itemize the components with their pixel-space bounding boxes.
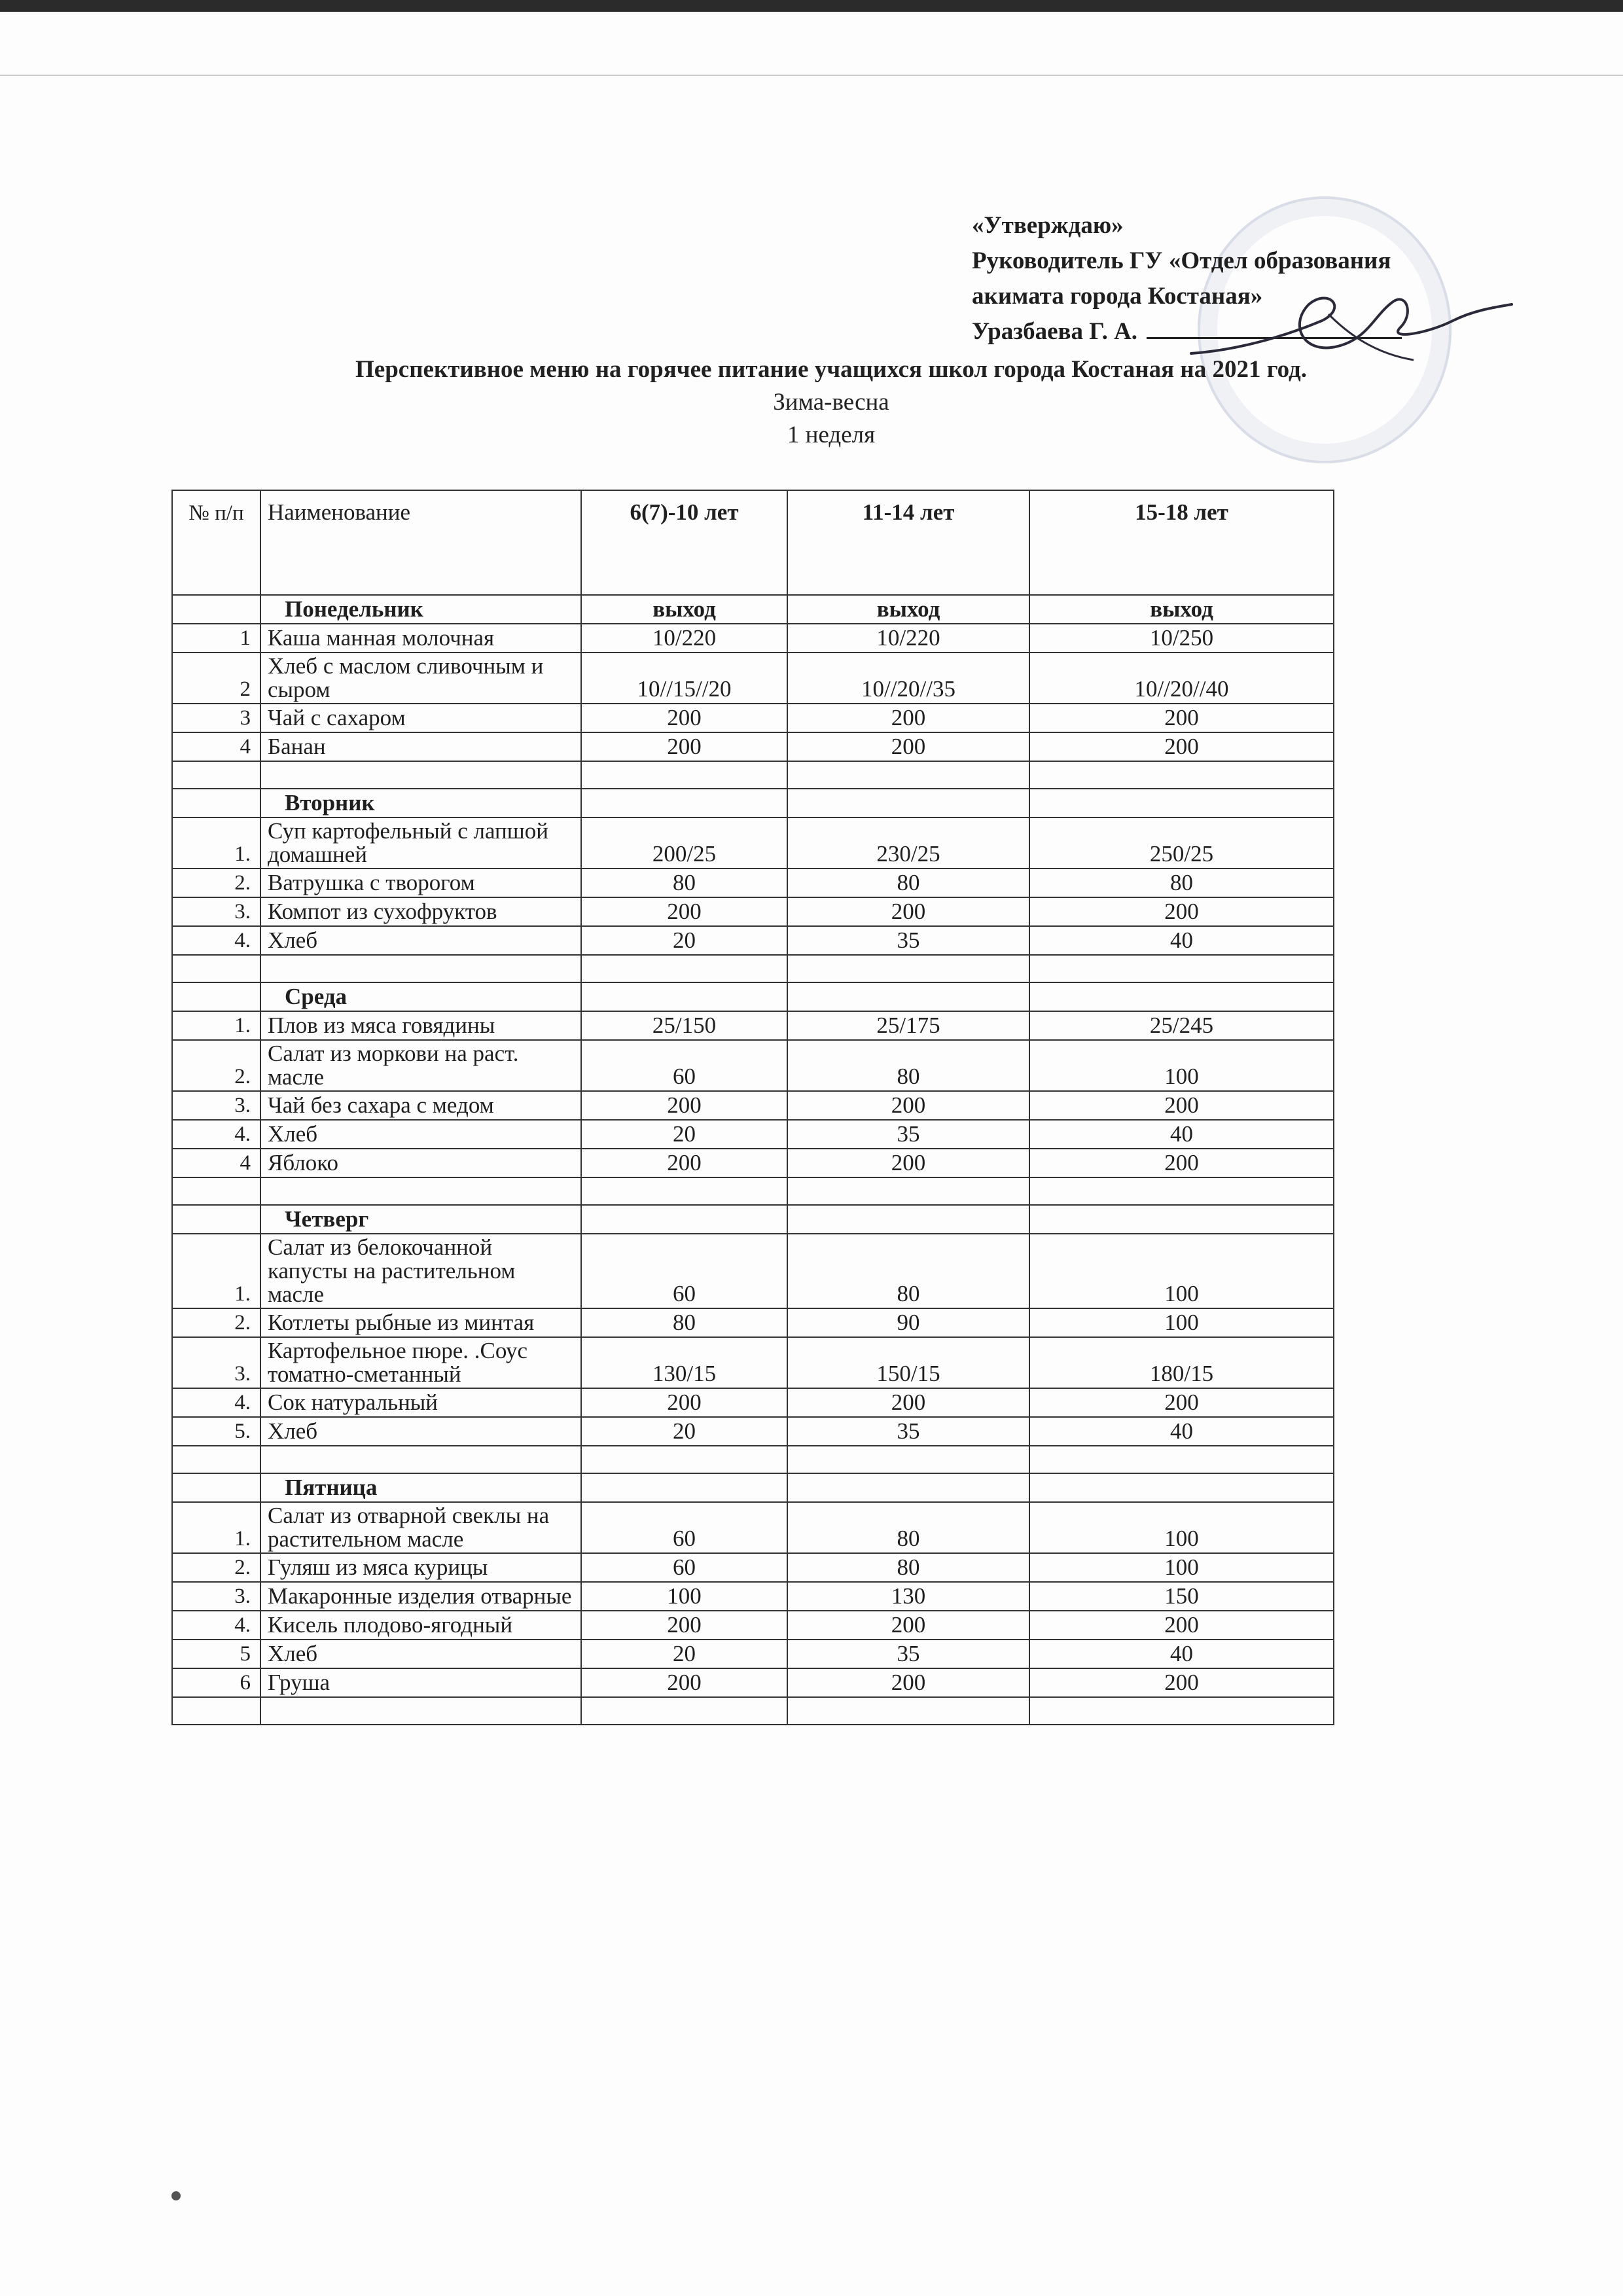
- portion-age-11-14: 35: [787, 926, 1029, 955]
- portion-age-6-10: 10//15//20: [581, 653, 787, 704]
- row-number: 2.: [172, 1040, 260, 1091]
- portion-age-6-10: 10/220: [581, 624, 787, 653]
- portion-age-6-10: 60: [581, 1553, 787, 1582]
- portion-age-11-14: 200: [787, 1091, 1029, 1120]
- dish-name: Картофельное пюре. .Соус томатно-сметанный: [260, 1337, 581, 1388]
- portion-age-11-14: 150/15: [787, 1337, 1029, 1388]
- portion-age-6-10: 20: [581, 1640, 787, 1668]
- portion-age-15-18: 40: [1029, 1120, 1334, 1149]
- empty-cell: [260, 761, 581, 789]
- portion-age-11-14: 200: [787, 1149, 1029, 1177]
- portion-age-11-14: 80: [787, 1502, 1029, 1553]
- row-number: 3.: [172, 1337, 260, 1388]
- dish-name: Салат из моркови на раст. масле: [260, 1040, 581, 1091]
- portion-age-6-10: 80: [581, 869, 787, 897]
- portion-age-6-10: 200: [581, 1091, 787, 1120]
- header-age-15-18: 15-18 лет: [1029, 490, 1334, 595]
- table-row: [172, 653, 1334, 704]
- day-name: Вторник: [260, 789, 581, 817]
- portion-age-11-14: 230/25: [787, 817, 1029, 869]
- dish-name: Гуляш из мяса курицы: [260, 1553, 581, 1582]
- table-row: [172, 1308, 1334, 1337]
- empty-cell: [1029, 761, 1334, 789]
- portion-age-15-18: 100: [1029, 1553, 1334, 1582]
- row-number: 2.: [172, 1308, 260, 1337]
- dish-name: Хлеб: [260, 1640, 581, 1668]
- dish-name: Ватрушка с творогом: [260, 869, 581, 897]
- row-number: 3.: [172, 897, 260, 926]
- row-number: 1.: [172, 1234, 260, 1308]
- empty-cell: [172, 1697, 260, 1725]
- empty-cell: [1029, 789, 1334, 817]
- portion-age-6-10: 200: [581, 1149, 787, 1177]
- row-number: 4.: [172, 926, 260, 955]
- portion-age-15-18: 200: [1029, 704, 1334, 732]
- portion-age-15-18: 100: [1029, 1502, 1334, 1553]
- table-row: [172, 1234, 1334, 1308]
- row-number: 5.: [172, 1417, 260, 1446]
- row-number: 1.: [172, 1011, 260, 1040]
- empty-cell: [581, 1697, 787, 1725]
- portion-age-6-10: 200: [581, 897, 787, 926]
- portion-age-11-14: 200: [787, 1388, 1029, 1417]
- dish-name: Чай с сахаром: [260, 704, 581, 732]
- dish-name: Банан: [260, 732, 581, 761]
- empty-cell: [787, 982, 1029, 1011]
- scan-line: [0, 75, 1623, 76]
- portion-age-15-18: 150: [1029, 1582, 1334, 1611]
- empty-cell: [581, 1446, 787, 1473]
- table-row: [172, 1040, 1334, 1091]
- portion-age-11-14: 80: [787, 1040, 1029, 1091]
- dish-name: Плов из мяса говядины: [260, 1011, 581, 1040]
- portion-age-6-10: 200: [581, 704, 787, 732]
- day-header-row: [172, 1205, 1334, 1234]
- empty-cell: [1029, 1473, 1334, 1502]
- empty-cell: [1029, 982, 1334, 1011]
- day-num-cell: [172, 982, 260, 1011]
- dish-name: Сок натуральный: [260, 1388, 581, 1417]
- portion-age-6-10: 80: [581, 1308, 787, 1337]
- portion-age-11-14: 10//20//35: [787, 653, 1029, 704]
- portion-age-15-18: 200: [1029, 897, 1334, 926]
- portion-age-15-18: 250/25: [1029, 817, 1334, 869]
- empty-cell: [581, 1205, 787, 1234]
- empty-cell: [172, 955, 260, 982]
- row-number: 2: [172, 653, 260, 704]
- portion-age-11-14: 10/220: [787, 624, 1029, 653]
- row-number: 4.: [172, 1388, 260, 1417]
- empty-cell: [581, 982, 787, 1011]
- row-number: 4: [172, 1149, 260, 1177]
- table-row: [172, 897, 1334, 926]
- day-header-row: [172, 789, 1334, 817]
- portion-age-15-18: 200: [1029, 1668, 1334, 1697]
- portion-age-15-18: 180/15: [1029, 1337, 1334, 1388]
- table-row: [172, 1120, 1334, 1149]
- portion-age-11-14: 200: [787, 704, 1029, 732]
- portion-age-6-10: 20: [581, 1417, 787, 1446]
- portion-age-11-14: 80: [787, 1553, 1029, 1582]
- dish-name: Макаронные изделия отварные: [260, 1582, 581, 1611]
- portion-age-15-18: 10/250: [1029, 624, 1334, 653]
- approval-line-3: акимата города Костаная»: [972, 283, 1263, 310]
- portion-age-11-14: 35: [787, 1417, 1029, 1446]
- table-row: [172, 1337, 1334, 1388]
- portion-age-15-18: 200: [1029, 1388, 1334, 1417]
- empty-cell: [787, 955, 1029, 982]
- table-row: [172, 1668, 1334, 1697]
- portion-age-11-14: 25/175: [787, 1011, 1029, 1040]
- day-name: Среда: [260, 982, 581, 1011]
- header-num: № п/п: [172, 490, 260, 595]
- table-row: [172, 732, 1334, 761]
- portion-age-15-18: 25/245: [1029, 1011, 1334, 1040]
- day-name: Понедельник: [260, 595, 581, 624]
- portion-age-15-18: 40: [1029, 1640, 1334, 1668]
- row-number: 2.: [172, 1553, 260, 1582]
- spacer-row: [172, 1177, 1334, 1205]
- spacer-row: [172, 955, 1334, 982]
- portion-age-6-10: 200/25: [581, 817, 787, 869]
- portion-age-6-10: 200: [581, 1611, 787, 1640]
- day-header-row: [172, 982, 1334, 1011]
- dish-name: Хлеб с маслом сливочным и сыром: [260, 653, 581, 704]
- portion-age-6-10: 60: [581, 1502, 787, 1553]
- spacer-row: [172, 1697, 1334, 1725]
- portion-age-6-10: 200: [581, 1388, 787, 1417]
- dish-name: Груша: [260, 1668, 581, 1697]
- day-num-cell: [172, 1205, 260, 1234]
- portion-age-6-10: 20: [581, 1120, 787, 1149]
- table-row: [172, 704, 1334, 732]
- portion-age-11-14: 200: [787, 897, 1029, 926]
- portion-age-6-10: 200: [581, 1668, 787, 1697]
- dish-name: Котлеты рыбные из минтая: [260, 1308, 581, 1337]
- row-number: 4.: [172, 1611, 260, 1640]
- row-number: 2.: [172, 869, 260, 897]
- approver-name: Уразбаева Г. А.: [972, 318, 1138, 345]
- spacer-row: [172, 761, 1334, 789]
- portion-age-11-14: 200: [787, 1668, 1029, 1697]
- table-row: [172, 1582, 1334, 1611]
- portion-age-15-18: 200: [1029, 1091, 1334, 1120]
- row-number: 1.: [172, 817, 260, 869]
- row-number: 1: [172, 624, 260, 653]
- portion-age-15-18: 200: [1029, 1611, 1334, 1640]
- empty-cell: [1029, 1697, 1334, 1725]
- day-num-cell: [172, 595, 260, 624]
- table-row: [172, 1611, 1334, 1640]
- empty-cell: [787, 789, 1029, 817]
- portion-age-15-18: 200: [1029, 1149, 1334, 1177]
- row-number: 3.: [172, 1582, 260, 1611]
- empty-cell: [172, 1177, 260, 1205]
- dish-name: Салат из белокочанной капусты на растительном масле: [260, 1234, 581, 1308]
- portion-age-6-10: 100: [581, 1582, 787, 1611]
- portion-age-6-10: 60: [581, 1040, 787, 1091]
- portion-age-6-10: 200: [581, 732, 787, 761]
- empty-cell: [172, 761, 260, 789]
- row-number: 1.: [172, 1502, 260, 1553]
- empty-cell: [581, 789, 787, 817]
- empty-cell: [260, 1446, 581, 1473]
- dish-name: Компот из сухофруктов: [260, 897, 581, 926]
- scan-speck: [171, 2191, 181, 2200]
- empty-cell: [787, 1177, 1029, 1205]
- portion-age-15-18: 40: [1029, 926, 1334, 955]
- row-number: 3.: [172, 1091, 260, 1120]
- portion-age-11-14: 200: [787, 1611, 1029, 1640]
- portion-age-15-18: 10//20//40: [1029, 653, 1334, 704]
- empty-cell: [787, 761, 1029, 789]
- season-label: Зима-весна: [773, 389, 889, 416]
- empty-cell: [787, 1697, 1029, 1725]
- row-number: 5: [172, 1640, 260, 1668]
- dish-name: Хлеб: [260, 1120, 581, 1149]
- table-row: [172, 1553, 1334, 1582]
- dish-name: Каша манная молочная: [260, 624, 581, 653]
- portion-age-6-10: 25/150: [581, 1011, 787, 1040]
- output-label: выход: [581, 595, 787, 624]
- scan-edge: [0, 0, 1623, 12]
- empty-cell: [1029, 1177, 1334, 1205]
- row-number: 6: [172, 1668, 260, 1697]
- empty-cell: [1029, 955, 1334, 982]
- empty-cell: [260, 1697, 581, 1725]
- portion-age-6-10: 20: [581, 926, 787, 955]
- portion-age-15-18: 40: [1029, 1417, 1334, 1446]
- portion-age-11-14: 80: [787, 869, 1029, 897]
- menu-table: [171, 490, 1334, 1725]
- portion-age-15-18: 100: [1029, 1040, 1334, 1091]
- empty-cell: [581, 955, 787, 982]
- dish-name: Салат из отварной свеклы на растительном масле: [260, 1502, 581, 1553]
- portion-age-11-14: 130: [787, 1582, 1029, 1611]
- portion-age-11-14: 80: [787, 1234, 1029, 1308]
- dish-name: Хлеб: [260, 926, 581, 955]
- output-label: выход: [787, 595, 1029, 624]
- day-header-row: [172, 595, 1334, 624]
- document-title-block: [183, 353, 1479, 452]
- header-age-6-10: 6(7)-10 лет: [581, 490, 787, 595]
- dish-name: Кисель плодово-ягодный: [260, 1611, 581, 1640]
- empty-cell: [581, 761, 787, 789]
- table-row: [172, 1149, 1334, 1177]
- spacer-row: [172, 1446, 1334, 1473]
- approval-line-1: «Утверждаю»: [972, 212, 1124, 239]
- empty-cell: [1029, 1205, 1334, 1234]
- empty-cell: [260, 955, 581, 982]
- portion-age-15-18: 100: [1029, 1234, 1334, 1308]
- dish-name: Чай без сахара с медом: [260, 1091, 581, 1120]
- menu-body: [172, 595, 1334, 1725]
- empty-cell: [787, 1205, 1029, 1234]
- dish-name: Яблоко: [260, 1149, 581, 1177]
- empty-cell: [260, 1177, 581, 1205]
- header-name: Наименование: [260, 490, 581, 595]
- day-name: Четверг: [260, 1205, 581, 1234]
- row-number: 4.: [172, 1120, 260, 1149]
- portion-age-15-18: 200: [1029, 732, 1334, 761]
- day-header-row: [172, 1473, 1334, 1502]
- day-num-cell: [172, 1473, 260, 1502]
- table-row: [172, 817, 1334, 869]
- portion-age-15-18: 80: [1029, 869, 1334, 897]
- portion-age-6-10: 60: [581, 1234, 787, 1308]
- row-number: 4: [172, 732, 260, 761]
- portion-age-15-18: 100: [1029, 1308, 1334, 1337]
- table-row: [172, 926, 1334, 955]
- portion-age-11-14: 200: [787, 732, 1029, 761]
- table-row: [172, 1640, 1334, 1668]
- table-row: [172, 1091, 1334, 1120]
- table-row: [172, 624, 1334, 653]
- empty-cell: [787, 1473, 1029, 1502]
- empty-cell: [581, 1473, 787, 1502]
- day-num-cell: [172, 789, 260, 817]
- output-label: выход: [1029, 595, 1334, 624]
- portion-age-11-14: 35: [787, 1640, 1029, 1668]
- empty-cell: [581, 1177, 787, 1205]
- empty-cell: [172, 1446, 260, 1473]
- portion-age-6-10: 130/15: [581, 1337, 787, 1388]
- row-number: 3: [172, 704, 260, 732]
- document-title: Перспективное меню на горячее питание учащихся школ города Костаная на 2021 год.: [355, 356, 1307, 383]
- table-row: [172, 1502, 1334, 1553]
- header-row: [172, 490, 1334, 595]
- empty-cell: [787, 1446, 1029, 1473]
- week-label: 1 неделя: [787, 422, 876, 448]
- dish-name: Суп картофельный с лапшой домашней: [260, 817, 581, 869]
- table-row: [172, 869, 1334, 897]
- day-name: Пятница: [260, 1473, 581, 1502]
- approval-line-2: Руководитель ГУ «Отдел образования: [972, 247, 1391, 274]
- table-row: [172, 1011, 1334, 1040]
- table-row: [172, 1388, 1334, 1417]
- table-row: [172, 1417, 1334, 1446]
- portion-age-11-14: 35: [787, 1120, 1029, 1149]
- header-age-11-14: 11-14 лет: [787, 490, 1029, 595]
- empty-cell: [1029, 1446, 1334, 1473]
- portion-age-11-14: 90: [787, 1308, 1029, 1337]
- dish-name: Хлеб: [260, 1417, 581, 1446]
